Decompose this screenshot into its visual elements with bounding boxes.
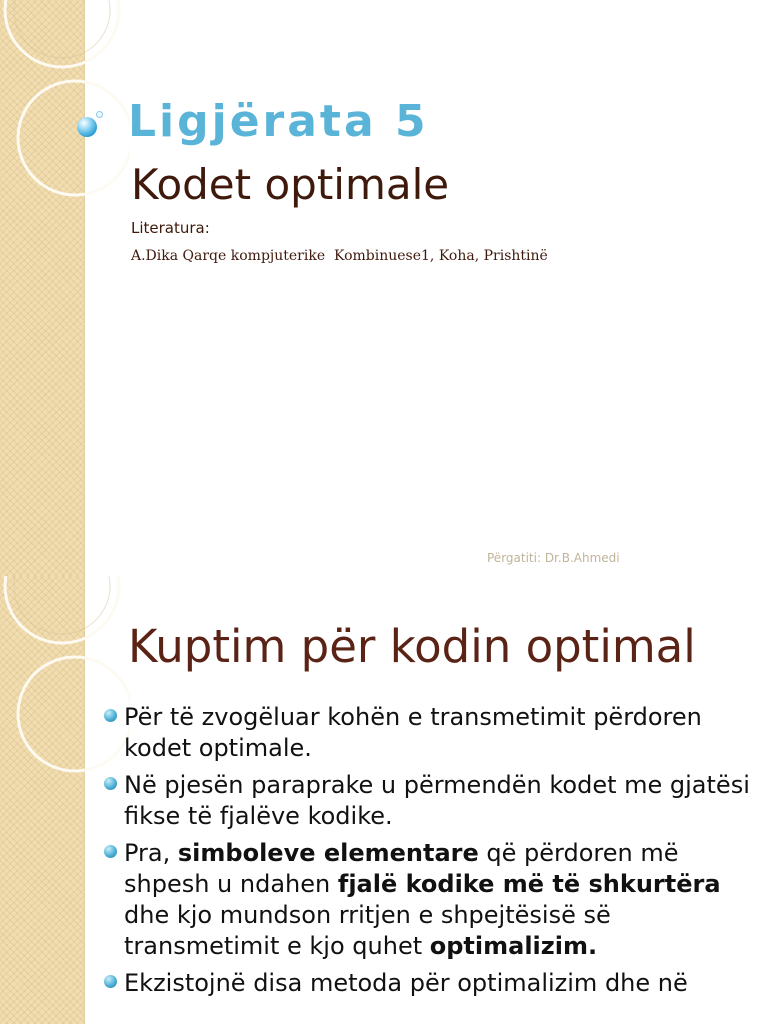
small-bubble-icon bbox=[96, 111, 103, 118]
slide-2 bbox=[0, 576, 768, 1024]
slide-title: Kuptim për kodin optimal bbox=[128, 620, 696, 673]
decorative-circles-icon bbox=[0, 0, 130, 200]
bullet-text: që përdoren më shpesh u ndahen bbox=[124, 839, 679, 898]
literature-label: Literatura: bbox=[131, 219, 210, 237]
bullet-dot-icon bbox=[104, 777, 117, 790]
bubble-icon bbox=[77, 117, 97, 137]
bullet-dot-icon bbox=[104, 709, 117, 722]
bullet-bold-text: optimalizim. bbox=[429, 932, 598, 960]
slide-title: Ligjërata 5 bbox=[128, 96, 429, 147]
bullet-item bbox=[104, 702, 754, 764]
bullet-text: Pra, bbox=[124, 839, 178, 867]
bullet-item bbox=[104, 770, 754, 832]
bullet-bold-text: simboleve elementare bbox=[177, 839, 479, 867]
bullet-item bbox=[104, 838, 754, 962]
slide-subtitle: Kodet optimale bbox=[131, 160, 450, 209]
bullet-dot-icon bbox=[104, 845, 117, 858]
bullet-text: Në pjesën paraprake u përmendën kodet me gjatësi fikse të fjalëve kodike. bbox=[124, 771, 750, 830]
bullet-text: Për të zvogëluar kohën e transmetimit përdoren kodet optimale. bbox=[124, 703, 702, 762]
bullet-item bbox=[104, 968, 754, 999]
literature-reference: A.Dika Qarqe kompjuterike Kombinuese1, Koha, Prishtinë bbox=[131, 248, 548, 264]
bullet-text: dhe kjo mundson rritjen e shpejtësisë së transmetimit e kjo quhet bbox=[124, 901, 611, 960]
bullet-list bbox=[104, 702, 754, 1005]
bullet-dot-icon bbox=[104, 975, 117, 988]
bullet-text: Ekzistojnë disa metoda për optimalizim dhe në bbox=[124, 969, 688, 997]
bullet-bold-text: fjalë kodike më të shkurtëra bbox=[337, 870, 721, 898]
author-footer: Përgatiti: Dr.B.Ahmedi bbox=[487, 551, 620, 565]
